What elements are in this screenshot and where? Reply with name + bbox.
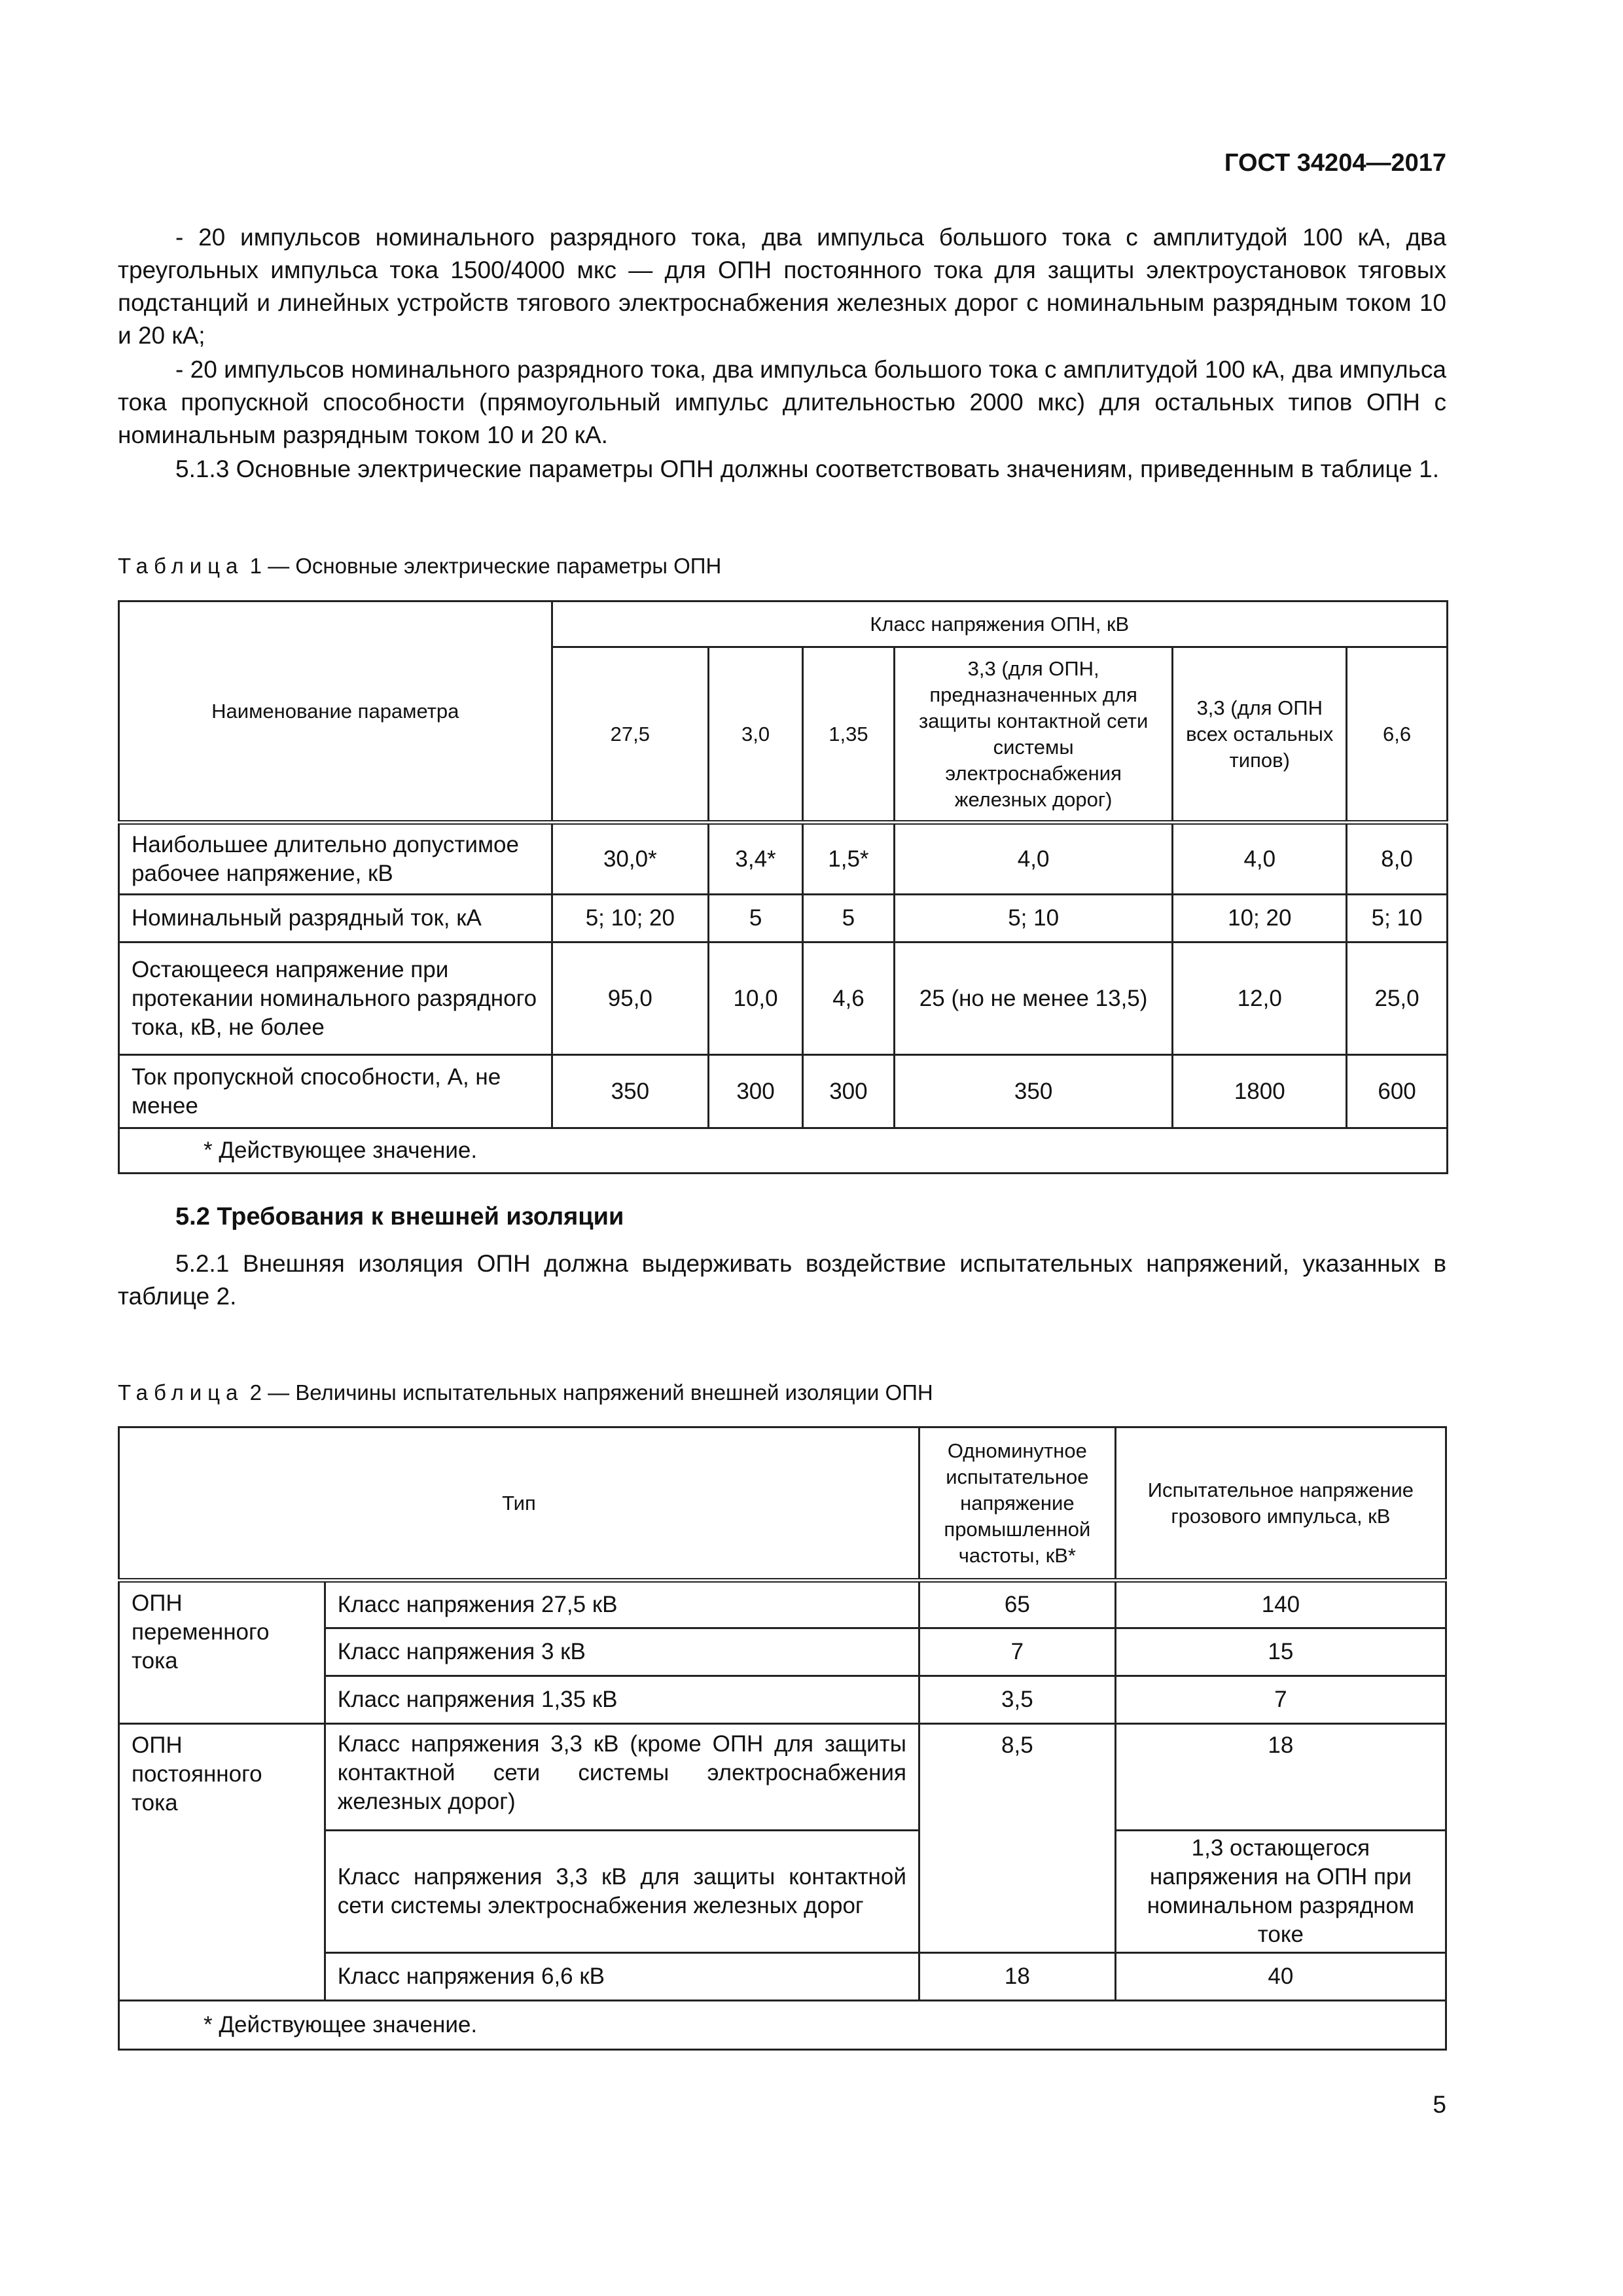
cell-value: 5; 10; 20 (552, 895, 709, 942)
cell-value: 5; 10 (1347, 895, 1448, 942)
cell-value: 600 (1347, 1055, 1448, 1128)
table1-caption (118, 554, 721, 579)
cell-value: 7 (919, 1628, 1115, 1676)
param-name-header: Наименование параметра (119, 601, 552, 823)
row-name: Класс напряжения 6,6 кВ (325, 1953, 919, 2001)
table-row (119, 823, 1448, 895)
row-name: Класс напряжения 3,3 кВ для защиты контактной сети системы электроснабжения железных дорог (325, 1831, 919, 1953)
cell-value: 5 (802, 895, 894, 942)
cell-value: 10; 20 (1173, 895, 1347, 942)
cell-value: 5 (709, 895, 803, 942)
cell-value: 4,0 (1173, 823, 1347, 895)
table2-caption (118, 1380, 933, 1405)
table1-caption-label: Таблица (118, 554, 244, 578)
row-name: Номинальный разрядный ток, кА (119, 895, 552, 942)
paragraph-impulses-dc: - 20 импульсов номинального разрядного тока, два импульса большого тока с амплитудой 100 кА, два треугольных импульса тока 1500/4000 мкс — для ОПН постоянного тока для защиты электроустановок тяговых подстанций и линейных устройств тягового электроснабжения железных дорог с номинальным разрядным током 10 и 20 кА; (118, 224, 1446, 349)
cell-value: 8,0 (1347, 823, 1448, 895)
cell-value: 140 (1115, 1581, 1446, 1628)
table2-caption-label: Таблица (118, 1380, 244, 1405)
table-test-voltages (118, 1426, 1447, 2051)
cell-value: 350 (894, 1055, 1173, 1128)
table2-caption-text: 2 — Величины испытательных напряжений внешней изоляции ОПН (249, 1380, 933, 1405)
cell-value: 1800 (1173, 1055, 1347, 1128)
one-minute-voltage-header: Одноминутное испытательное напряжение промышленной частоты, кВ* (919, 1427, 1115, 1581)
cell-value: 18 (1115, 1724, 1446, 1831)
page-number: 5 (1433, 2091, 1446, 2118)
cell-value: 300 (709, 1055, 803, 1128)
section-heading: 5.2 Требования к внешней изоляции (175, 1203, 624, 1230)
cell-value: 10,0 (709, 942, 803, 1055)
table-row (119, 895, 1448, 942)
table1-caption-text: 1 — Основные электрические параметры ОПН (249, 554, 722, 578)
document-id: ГОСТ 34204—2017 (1224, 149, 1446, 177)
cell-value: 3,5 (919, 1676, 1115, 1724)
column-header: 1,35 (802, 647, 894, 823)
cell-value: 7 (1115, 1676, 1446, 1724)
row-name: Класс напряжения 1,35 кВ (325, 1676, 919, 1724)
cell-value: 4,6 (802, 942, 894, 1055)
column-header: 3,3 (для ОПН, предназначенных для защиты контактной сети системы электроснабжения железных дорог) (894, 647, 1173, 823)
cell-value: 12,0 (1173, 942, 1347, 1055)
cell-value: 25,0 (1347, 942, 1448, 1055)
cell-value: 300 (802, 1055, 894, 1128)
table2-footnote: * Действующее значение. (119, 2001, 1446, 2050)
table-row (119, 1724, 1446, 1831)
lightning-impulse-header: Испытательное напряжение грозового импульса, кВ (1115, 1427, 1446, 1581)
table-row (119, 1581, 1446, 1628)
cell-value: 95,0 (552, 942, 709, 1055)
column-header: 27,5 (552, 647, 709, 823)
cell-value: 1,3 остающегося напряжения на ОПН при номинальном разрядном токе (1115, 1831, 1446, 1953)
cell-value: 18 (919, 1953, 1115, 2001)
voltage-class-header: Класс напряжения ОПН, кВ (552, 601, 1447, 647)
row-name: Остающееся напряжение при протекании номинального разрядного тока, кВ, не более (119, 942, 552, 1055)
paragraph-5-1-3: 5.1.3 Основные электрические параметры ОПН должны соответствовать значениям, приведенным в таблице 1. (175, 456, 1440, 482)
paragraph-impulses-other: - 20 импульсов номинального разрядного тока, два импульса большого тока с амплитудой 100 кА, два импульса тока пропускной способности (прямоугольный импульс длительностью 2000 мкс) для остальных типов ОПН с номинальным разрядным током 10 и 20 кА. (118, 356, 1446, 448)
table-row (119, 942, 1448, 1055)
cell-value: 3,4* (709, 823, 803, 895)
row-name: Класс напряжения 3 кВ (325, 1628, 919, 1676)
row-name: Ток пропускной способности, А, не менее (119, 1055, 552, 1128)
table-row (119, 1055, 1448, 1128)
cell-value: 350 (552, 1055, 709, 1128)
column-header: 3,0 (709, 647, 803, 823)
column-header: 6,6 (1347, 647, 1448, 823)
cell-value: 15 (1115, 1628, 1446, 1676)
cell-value: 30,0* (552, 823, 709, 895)
cell-value: 65 (919, 1581, 1115, 1628)
table-electrical-parameters (118, 600, 1448, 1174)
column-header: 3,3 (для ОПН всех остальных типов) (1173, 647, 1347, 823)
row-name: Класс напряжения 3,3 кВ (кроме ОПН для защиты контактной сети системы электроснабжения железных дорог) (325, 1724, 919, 1831)
cell-value: 40 (1115, 1953, 1446, 2001)
type-header: Тип (119, 1427, 919, 1581)
cell-value: 1,5* (802, 823, 894, 895)
row-name: Наибольшее длительно допустимое рабочее напряжение, кВ (119, 823, 552, 895)
row-name: Класс напряжения 27,5 кВ (325, 1581, 919, 1628)
cell-value: 8,5 (919, 1724, 1115, 1953)
paragraph-5-2-1: 5.2.1 Внешняя изоляция ОПН должна выдерживать воздействие испытательных напряжений, указанных в таблице 2. (118, 1250, 1446, 1310)
cell-value: 5; 10 (894, 895, 1173, 942)
cell-value: 4,0 (894, 823, 1173, 895)
table1-footnote: * Действующее значение. (119, 1128, 1448, 1174)
group-dc: ОПН постоянного тока (119, 1724, 325, 2001)
cell-value: 25 (но не менее 13,5) (894, 942, 1173, 1055)
group-ac: ОПН переменного тока (119, 1581, 325, 1724)
